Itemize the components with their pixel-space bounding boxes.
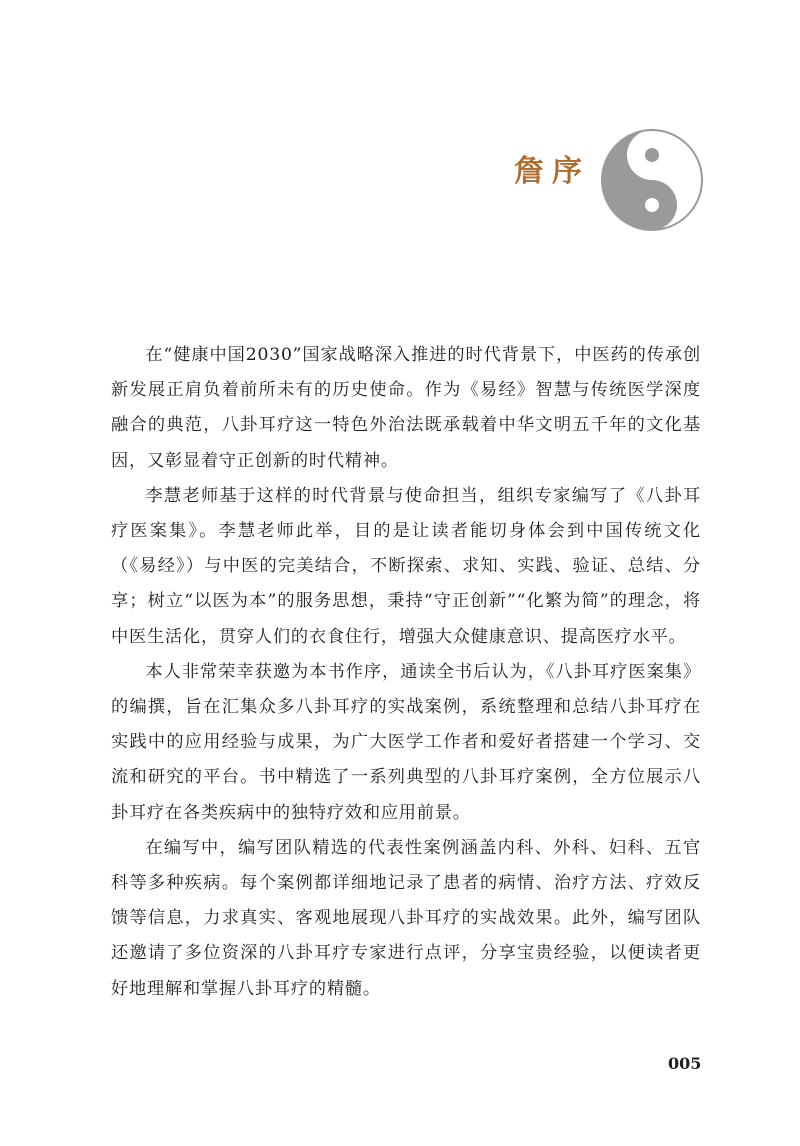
page-title: 詹序 bbox=[514, 154, 590, 189]
paragraph: 在“健康中国2030”国家战略深入推进的时代背景下，中医药的传承创新发展正肩负着前所未有的历史使命。作为《易经》智慧与传统医学深度融合的典范，八卦耳疗这一特色外治法既承载着中华文明五千年的文化基因，又彰显着守正创新的时代精神。 bbox=[111, 345, 701, 471]
preface-body bbox=[111, 338, 701, 1007]
page-number: 005 bbox=[668, 1054, 702, 1073]
paragraph: 本人非常荣幸获邀为本书作序，通读全书后认为，《八卦耳疗医案集》的编撰，旨在汇集众多八卦耳疗的实战案例，系统整理和总结八卦耳疗在实践中的应用经验与成果，为广大医学工作者和爱好者搭建一个学习、交流和研究的平台。书中精选了一系列典型的八卦耳疗案例，全方位展示八卦耳疗在各类疾病中的独特疗效和应用前景。 bbox=[111, 661, 701, 823]
taiji-icon bbox=[600, 128, 704, 232]
paragraph: 在编写中，编写团队精选的代表性案例涵盖内科、外科、妇科、五官科等多种疾病。每个案例都详细地记录了患者的病情、治疗方法、疗效反馈等信息，力求真实、客观地展现八卦耳疗的实战效果。此外，编写团队还邀请了多位资深的八卦耳疗专家进行点评，分享宝贵经验，以便读者更好地理解和掌握八卦耳疗的精髓。 bbox=[111, 837, 701, 999]
paragraph: 李慧老师基于这样的时代背景与使命担当，组织专家编写了《八卦耳疗医案集》。李慧老师此举，目的是让读者能切身体会到中国传统文化（《易经》）与中医的完美结合，不断探索、求知、实践、验证、总结、分享；树立“以医为本”的服务思想，秉持“守正创新”“化繁为简”的理念，将中医生活化，贯穿人们的衣食住行，增强大众健康意识、提高医疗水平。 bbox=[111, 485, 701, 647]
